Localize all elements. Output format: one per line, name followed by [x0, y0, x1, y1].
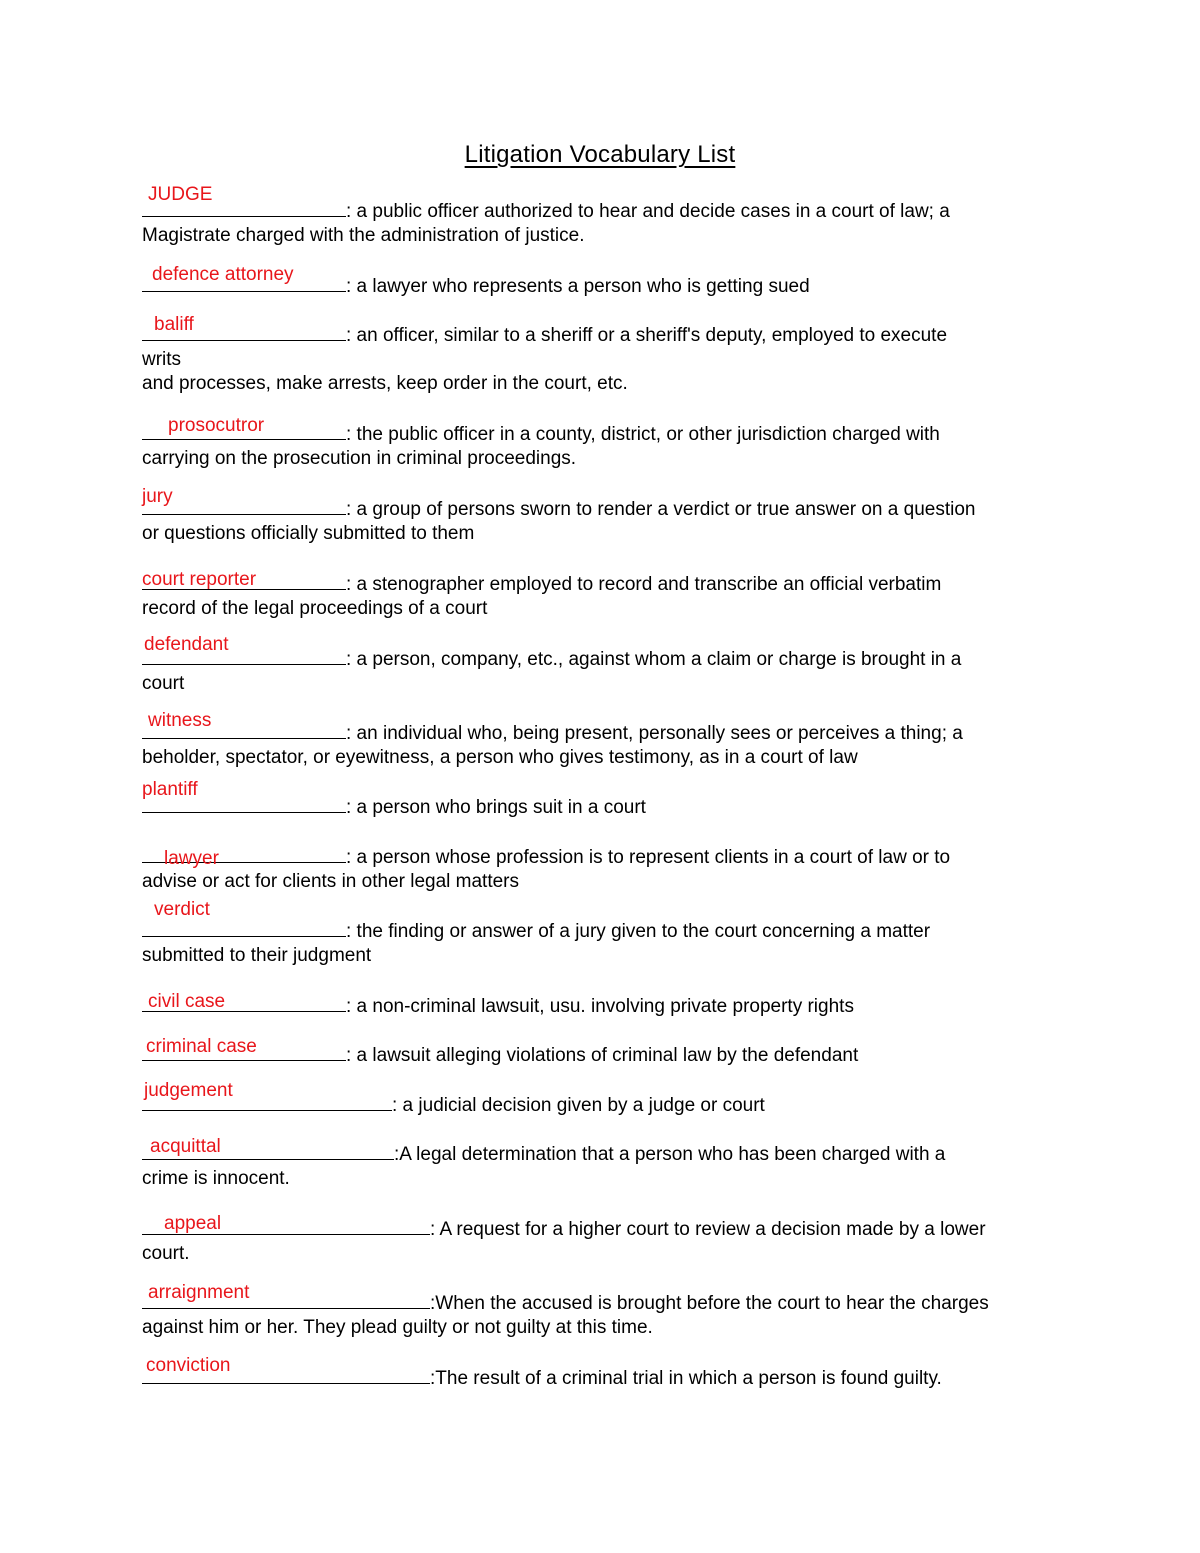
definition-text: :When the accused is brought before the court to hear the charges — [430, 1293, 989, 1314]
answer-text: verdict — [154, 899, 210, 920]
definition-continuation: Magistrate charged with the administration of justice. — [142, 225, 585, 246]
definition-continuation: and processes, make arrests, keep order in the court, etc. — [142, 373, 628, 394]
definition-text: : A request for a higher court to review a decision made by a lower — [430, 1219, 986, 1240]
answer-text: JUDGE — [148, 184, 213, 205]
definition-continuation: crime is innocent. — [142, 1168, 290, 1189]
definition-continuation: record of the legal proceedings of a court — [142, 598, 488, 619]
definition-continuation: against him or her. They plead guilty or not guilty at this time. — [142, 1317, 653, 1338]
answer-text: jury — [142, 486, 173, 507]
definition-text: : a lawyer who represents a person who is getting sued — [346, 276, 810, 297]
definition-text: : a group of persons sworn to render a verdict or true answer on a question — [346, 499, 976, 520]
answer-text: appeal — [164, 1213, 222, 1234]
answer-text: civil case — [148, 991, 226, 1012]
definition-text: : a judicial decision given by a judge or court — [392, 1095, 765, 1116]
definition-text: : a lawsuit alleging violations of criminal law by the defendant — [346, 1045, 859, 1066]
answer-text: lawyer — [164, 848, 219, 869]
definition-text: : an individual who, being present, personally sees or perceives a thing; a — [346, 723, 963, 744]
definition-text: : the public officer in a county, district, or other jurisdiction charged with — [346, 424, 940, 445]
answer-text: defendant — [144, 634, 229, 655]
definition-text: :The result of a criminal trial in which a person is found guilty. — [430, 1368, 942, 1389]
definition-text: : a stenographer employed to record and transcribe an official verbatim — [346, 574, 942, 595]
definition-text: : a person who brings suit in a court — [346, 797, 646, 818]
definition-text: : a public officer authorized to hear and decide cases in a court of law; a — [346, 201, 950, 222]
answer-text: defence attorney — [152, 264, 294, 285]
answer-text: witness — [148, 710, 212, 731]
definition-continuation: court — [142, 673, 185, 694]
definition-text: : a person whose profession is to represent clients in a court of law or to — [346, 847, 951, 868]
definition-text: : the finding or answer of a jury given to the court concerning a matter — [346, 921, 931, 942]
answer-text: acquittal — [150, 1136, 221, 1157]
definition-continuation: writs — [142, 349, 182, 370]
answer-text: criminal case — [146, 1036, 257, 1057]
answer-text: conviction — [146, 1355, 231, 1376]
answer-text: court reporter — [142, 569, 257, 590]
definition-continuation: submitted to their judgment — [142, 945, 372, 966]
definition-continuation: advise or act for clients in other legal matters — [142, 871, 520, 892]
answer-text: judgement — [144, 1080, 233, 1101]
definition-text: : a non-criminal lawsuit, usu. involving private property rights — [346, 996, 854, 1017]
answer-text: plantiff — [142, 779, 198, 800]
answer-text: arraignment — [148, 1282, 250, 1303]
definition-continuation: beholder, spectator, or eyewitness, a person who gives testimony, as in a court of law — [142, 747, 858, 768]
definition-continuation: carrying on the prosecution in criminal proceedings. — [142, 448, 577, 469]
definition-continuation: or questions officially submitted to them — [142, 523, 475, 544]
definition-text: : an officer, similar to a sheriff or a sheriff's deputy, employed to execute — [346, 325, 948, 346]
answer-text: baliff — [154, 314, 194, 335]
page-title: Litigation Vocabulary List — [464, 141, 736, 168]
definition-continuation: court. — [142, 1243, 190, 1264]
definition-text: :A legal determination that a person who has been charged with a — [394, 1144, 946, 1165]
answer-text: prosocutror — [168, 415, 265, 436]
definition-text: : a person, company, etc., against whom a claim or charge is brought in a — [346, 649, 962, 670]
